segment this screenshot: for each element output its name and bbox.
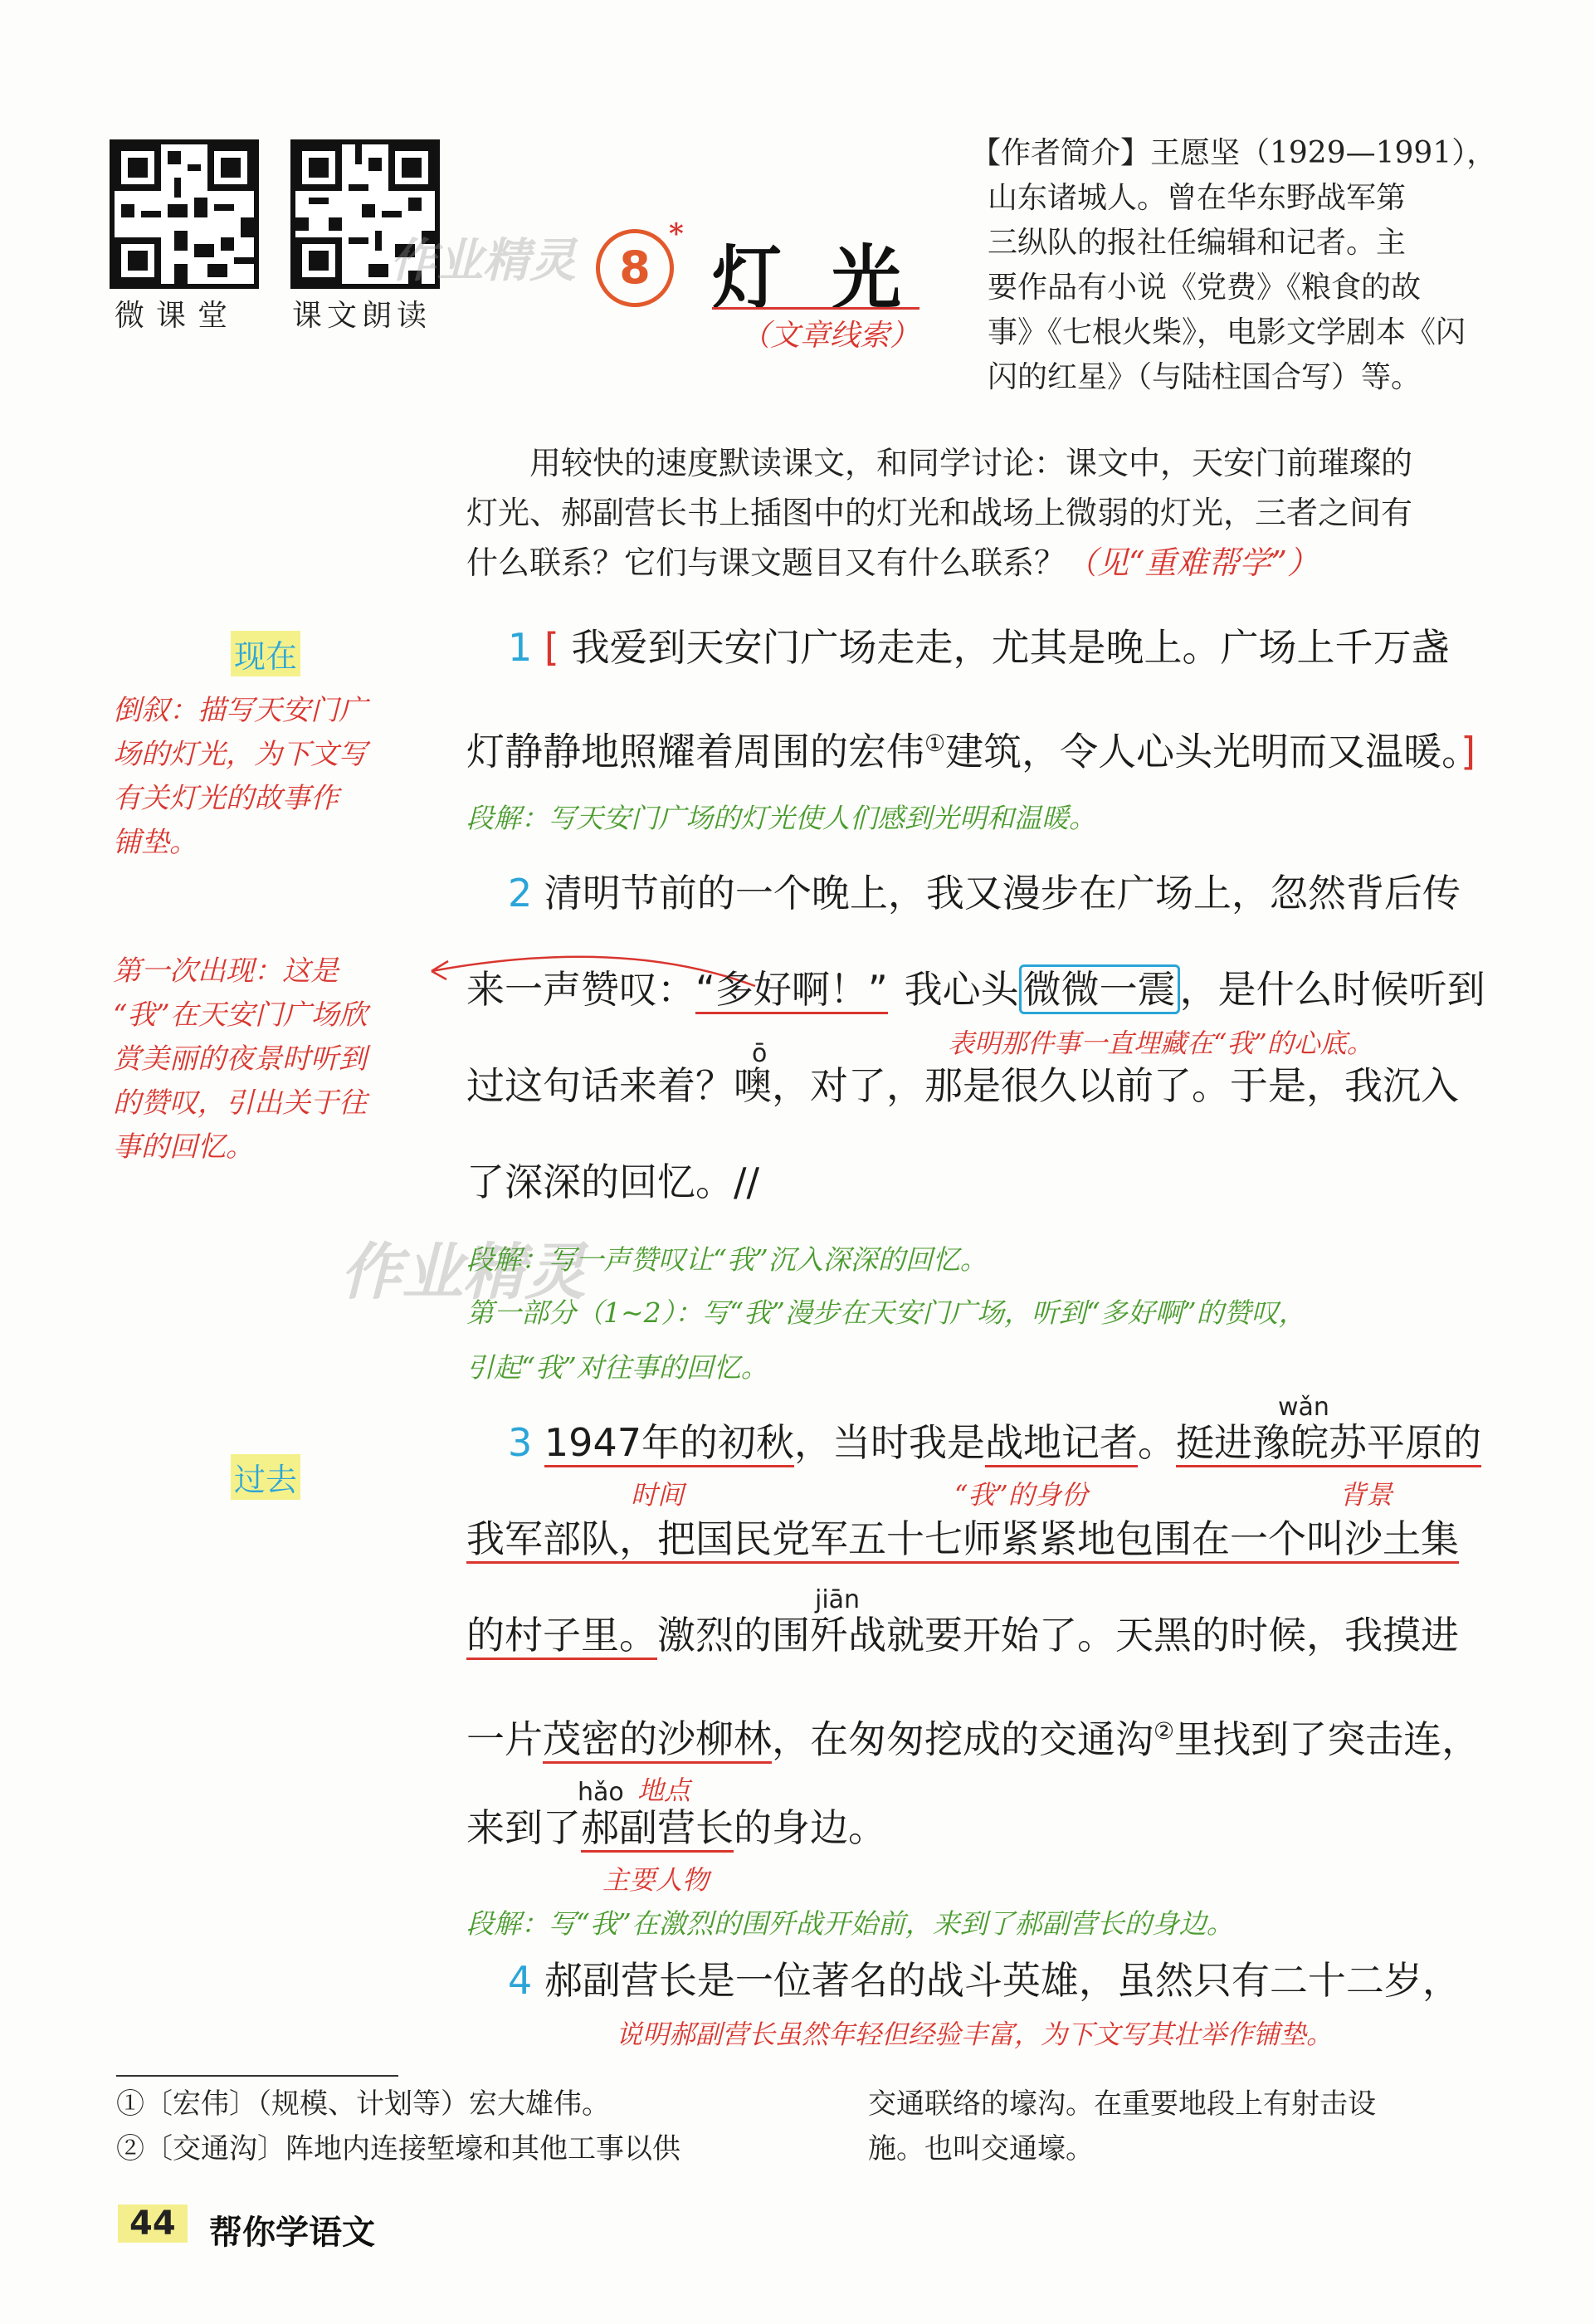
boxed-phrase: 微微一震: [1019, 964, 1180, 1014]
footnote-divider: [116, 2075, 398, 2077]
label-person: 主要人物: [602, 1864, 710, 1896]
phrase-background: 挺进豫皖苏平原的: [1176, 1420, 1481, 1467]
p4-note: 说明郝副营长虽然年轻但经验丰富，为下文写其壮举作铺垫。: [616, 2019, 1334, 2050]
p1-text: 灯静静地照耀着周围的宏伟: [466, 729, 924, 774]
lesson-subtitle: （文章线索）: [740, 319, 920, 353]
p3-line: [466, 1706, 1480, 1764]
paragraph-number: 2: [508, 871, 533, 915]
tag-past: 过去: [231, 1454, 300, 1500]
phrase-identity: 战地记者: [985, 1420, 1138, 1467]
reading-prompt-line: 灯光、郝副营长书上插图中的灯光和战场上微弱的灯光，三者之间有: [466, 495, 1413, 531]
footnote-marker: ②: [1154, 1717, 1175, 1745]
watermark: 作业精灵: [390, 234, 576, 286]
p3-text: ，当时我是: [793, 1420, 985, 1465]
p2-line: 过这句话来着？噢，对了，那是很久以前了。于是，我沉入: [466, 1063, 1459, 1108]
qr-code-micro-class[interactable]: [110, 139, 259, 289]
paragraph-number: 3: [508, 1420, 533, 1465]
footnote-2-continued: 交通联络的壕沟。在重要地段上有射击设: [868, 2087, 1376, 2121]
author-intro-line: 闪的红星》（与陆柱国合写）等。: [988, 360, 1422, 394]
note-line: 场的灯光，为下文写: [113, 738, 367, 771]
footnote-1: ①〔宏伟〕（规模、计划等）宏大雄伟。: [116, 2087, 610, 2121]
pinyin-hao: hǎo: [578, 1778, 624, 1807]
reading-prompt-text: 什么联系？它们与课文题目又有什么联系？: [466, 544, 1066, 581]
p3-text: 里找到了突击连，: [1174, 1716, 1480, 1762]
p3-text: 的身边。: [734, 1805, 886, 1850]
note-line: 的赞叹，引出关于往: [113, 1086, 367, 1120]
pinyin-wan: wǎn: [1278, 1393, 1329, 1422]
note-first-appearance: [113, 950, 445, 1169]
p2-text: 清明节前的一个晚上，我又漫步在广场上，忽然背后传: [544, 871, 1461, 915]
page-number: 44: [118, 2204, 188, 2243]
p3-line: [466, 1418, 1481, 1467]
phrase-background: 我军部队，把国民党军五十七师紧紧地包围在一个叫沙土集: [466, 1516, 1459, 1564]
p2-summary: 段解：写一声赞叹让“我”沉入深深的回忆。: [466, 1243, 988, 1276]
bracket-open: [: [544, 625, 559, 670]
reading-prompt-line: 用较快的速度默读课文，和同学讨论：课文中，天安门前璀璨的: [529, 445, 1413, 481]
p3-summary: 段解：写“我”在激烈的围歼战开始前，来到了郝副营长的身边。: [466, 1907, 1234, 1940]
note-line: 铺垫。: [113, 826, 198, 859]
pinyin-jian: jiān: [815, 1585, 861, 1614]
note-line: “我”在天安门广场欣: [113, 998, 368, 1032]
lesson-number-badge: 8: [596, 229, 674, 307]
phrase-person: 郝副营长: [581, 1805, 734, 1853]
p3-text: 来到了: [466, 1805, 581, 1850]
reading-prompt-line: [466, 538, 1578, 588]
note-line: 倒叙：描写天安门广: [113, 694, 367, 727]
footnote-2: ②〔交通沟〕阵地内连接堑壕和其他工事以供: [116, 2132, 680, 2165]
p2-line: [466, 964, 1485, 1014]
footnote-marker: ①: [924, 730, 946, 757]
note-line: 有关灯光的故事作: [113, 782, 339, 815]
p2-text: 来一声赞叹：: [466, 967, 695, 1012]
p1-line: [466, 622, 1449, 672]
bracket-close: ]: [1461, 729, 1476, 774]
author-intro-line: 事》《七根火柴》，电影文学剧本《闪: [988, 315, 1466, 349]
reading-prompt: [466, 438, 1578, 588]
label-place: 地点: [637, 1775, 691, 1806]
note-line: 赏美丽的夜景时听到: [113, 1042, 367, 1076]
p3-text: 。: [1137, 1420, 1176, 1465]
qr-code-icon: [115, 144, 254, 284]
footnote-2-continued: 施。也叫交通壕。: [868, 2132, 1094, 2165]
part1-summary: 引起“我”对往事的回忆。: [466, 1351, 768, 1384]
p2-line: [466, 868, 1461, 918]
p3-text: ，在匆匆挖成的交通沟: [772, 1716, 1154, 1762]
p1-text: 我爱到天安门广场走走，尤其是晚上。广场上千万盏: [571, 625, 1450, 670]
label-identity: “我”的身份: [954, 1479, 1088, 1511]
lesson-title-underline: [712, 307, 919, 310]
p2-text: 我心头: [904, 967, 1019, 1012]
pinyin-o: ō: [752, 1039, 768, 1068]
paragraph-number: 1: [508, 625, 533, 670]
p1-line: [466, 719, 1475, 776]
note-line: 事的回忆。: [113, 1130, 254, 1164]
p3-line: [466, 1610, 1459, 1660]
qr-label-text-reading: 课文朗读: [292, 299, 432, 333]
p1-text: 建筑，令人心头光明而又温暖。: [945, 729, 1461, 774]
note-flashback: [113, 689, 437, 865]
label-time: 时间: [631, 1479, 685, 1511]
paragraph-number: 4: [508, 1958, 533, 2003]
p2-text: ，是什么时候听到: [1179, 967, 1485, 1012]
phrase-time: 1947年的初秋: [544, 1420, 794, 1467]
part1-summary: 第一部分（1~2）：写“我”漫步在天安门广场，听到“多好啊”的赞叹，: [466, 1296, 1306, 1329]
p3-line: [466, 1514, 1459, 1564]
note-heart: 表明那件事一直埋藏在“我”的心底。: [948, 1028, 1373, 1059]
author-intro: [971, 131, 1568, 400]
lesson-star: *: [669, 217, 684, 251]
reading-prompt-hint: （见“重难帮学”）: [1066, 544, 1319, 581]
note-line: 第一次出现：这是: [113, 954, 339, 988]
p3-text: 激烈的围歼战就要开始了。天黑的时候，我摸进: [657, 1613, 1459, 1658]
author-intro-line: 要作品有小说《党费》《粮食的故: [988, 271, 1422, 305]
lesson-title: 灯光: [712, 237, 952, 319]
author-intro-line: 三纵队的报社任编辑和记者。主: [988, 226, 1407, 260]
phrase-place: 茂密的沙柳林: [543, 1716, 772, 1764]
p3-line: [466, 1803, 886, 1853]
author-intro-line: 山东诸城人。曾在华东野战军第: [988, 181, 1407, 215]
p3-text: 一片: [466, 1716, 543, 1762]
p1-summary: 段解：写天安门广场的灯光使人们感到光明和温暖。: [466, 802, 1096, 834]
p2-line: 了深深的回忆。//: [466, 1160, 759, 1204]
label-background: 背景: [1339, 1479, 1393, 1511]
watermark: 作业精灵: [340, 1238, 586, 1306]
p4-line: [466, 1955, 1461, 2005]
phrase-background: 的村子里。: [466, 1613, 657, 1660]
qr-label-micro-class: 微课堂: [115, 299, 240, 333]
quote-how-good: “多好啊！”: [695, 967, 888, 1014]
p4-text: 郝副营长是一位著名的战斗英雄，虽然只有二十二岁，: [544, 1958, 1461, 2003]
tag-now: 现在: [231, 631, 300, 676]
author-intro-line: 【作者简介】王愿坚（1929—1991），: [971, 136, 1497, 170]
book-title: 帮你学语文: [209, 2214, 375, 2252]
